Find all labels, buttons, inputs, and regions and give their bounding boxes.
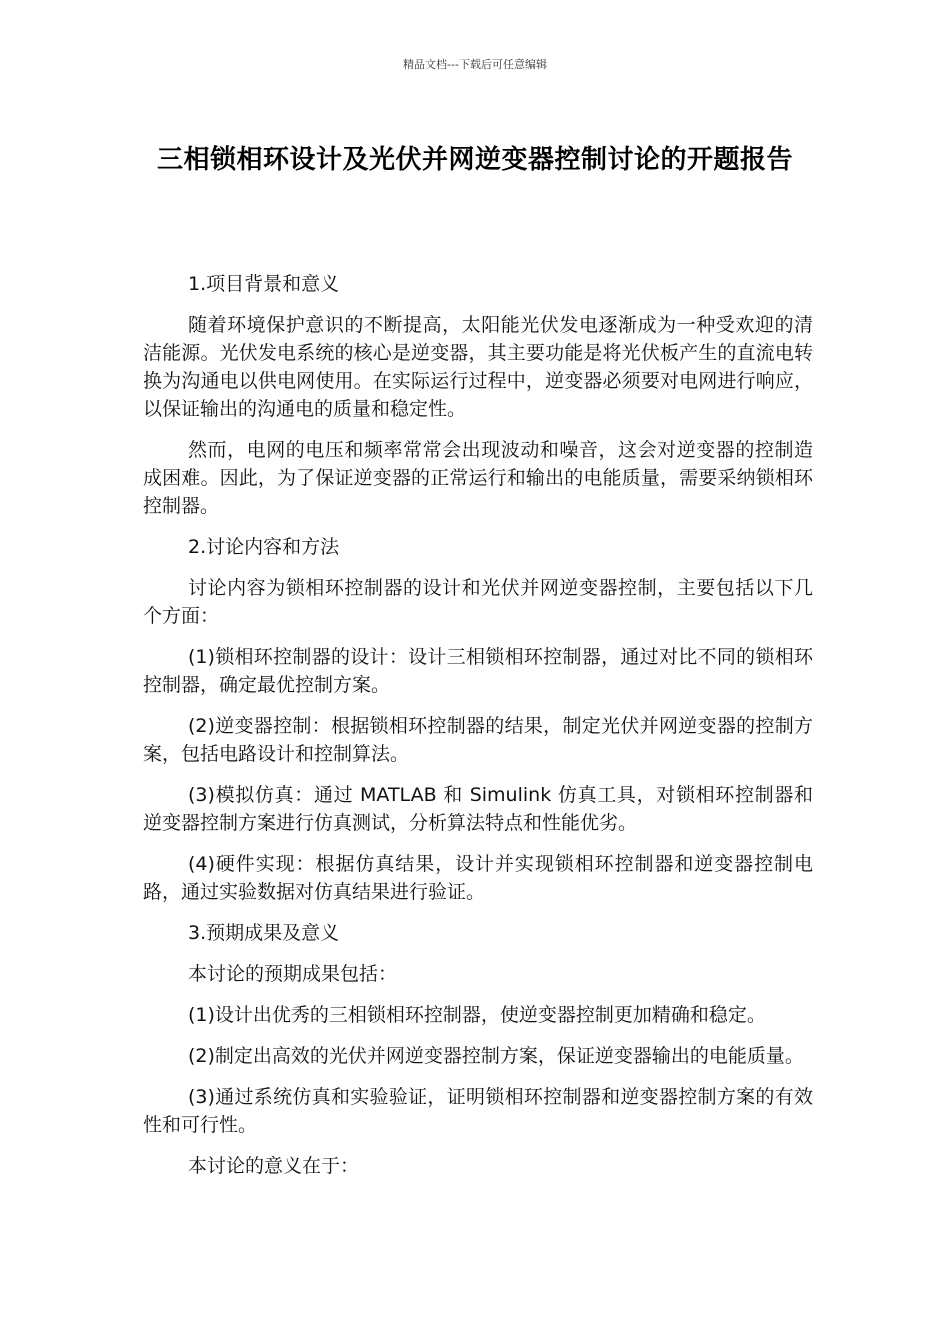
paragraph-content-intro: 讨论内容为锁相环控制器的设计和光伏并网逆变器控制，主要包括以下几个方面： — [143, 577, 813, 627]
section-heading-content-methods: 2.讨论内容和方法 — [188, 536, 340, 558]
paragraph-background-2: 然而，电网的电压和频率常常会出现波动和噪音，这会对逆变器的控制造成困难。因此，为了保证逆变器的正常运行和输出的电能质量，需要采纳锁相环控制器。 — [143, 439, 813, 517]
section-heading-expected-results: 3.预期成果及意义 — [188, 922, 340, 944]
page-header: 精品文档---下载后可任意编辑 — [403, 58, 547, 71]
paragraph-item-simulation: (3)模拟仿真：通过 MATLAB 和 Simulink 仿真工具，对锁相环控制器和逆变器控制方案进行仿真测试，分析算法特点和性能优劣。 — [143, 784, 813, 834]
paragraph-item-inverter-control: (2)逆变器控制：根据锁相环控制器的结果，制定光伏并网逆变器的控制方案，包括电路设计和控制算法。 — [143, 715, 813, 765]
paragraph-item-hardware: (4)硬件实现：根据仿真结果，设计并实现锁相环控制器和逆变器控制电路，通过实验数据对仿真结果进行验证。 — [143, 853, 813, 903]
paragraph-result-1: (1)设计出优秀的三相锁相环控制器，使逆变器控制更加精确和稳定。 — [188, 1004, 766, 1026]
paragraph-result-3: (3)通过系统仿真和实验验证，证明锁相环控制器和逆变器控制方案的有效性和可行性。 — [143, 1086, 813, 1136]
paragraph-results-intro: 本讨论的预期成果包括： — [188, 963, 398, 985]
paragraph-background-1: 随着环境保护意识的不断提高，太阳能光伏发电逐渐成为一种受欢迎的清洁能源。光伏发电系统的核心是逆变器，其主要功能是将光伏板产生的直流电转换为沟通电以供电网使用。在实际运行过程中，逆变器必须要对电网进行响应，以保证输出的沟通电的质量和稳定性。 — [143, 314, 813, 420]
document-body — [143, 270, 813, 1193]
paragraph-significance-intro: 本讨论的意义在于： — [188, 1155, 360, 1177]
document-title: 三相锁相环设计及光伏并网逆变器控制讨论的开题报告 — [156, 145, 793, 175]
paragraph-result-2: (2)制定出高效的光伏并网逆变器控制方案，保证逆变器输出的电能质量。 — [188, 1045, 804, 1067]
section-heading-background: 1.项目背景和意义 — [188, 273, 340, 295]
paragraph-item-pll-design: (1)锁相环控制器的设计：设计三相锁相环控制器，通过对比不同的锁相环控制器，确定最优控制方案。 — [143, 646, 813, 696]
